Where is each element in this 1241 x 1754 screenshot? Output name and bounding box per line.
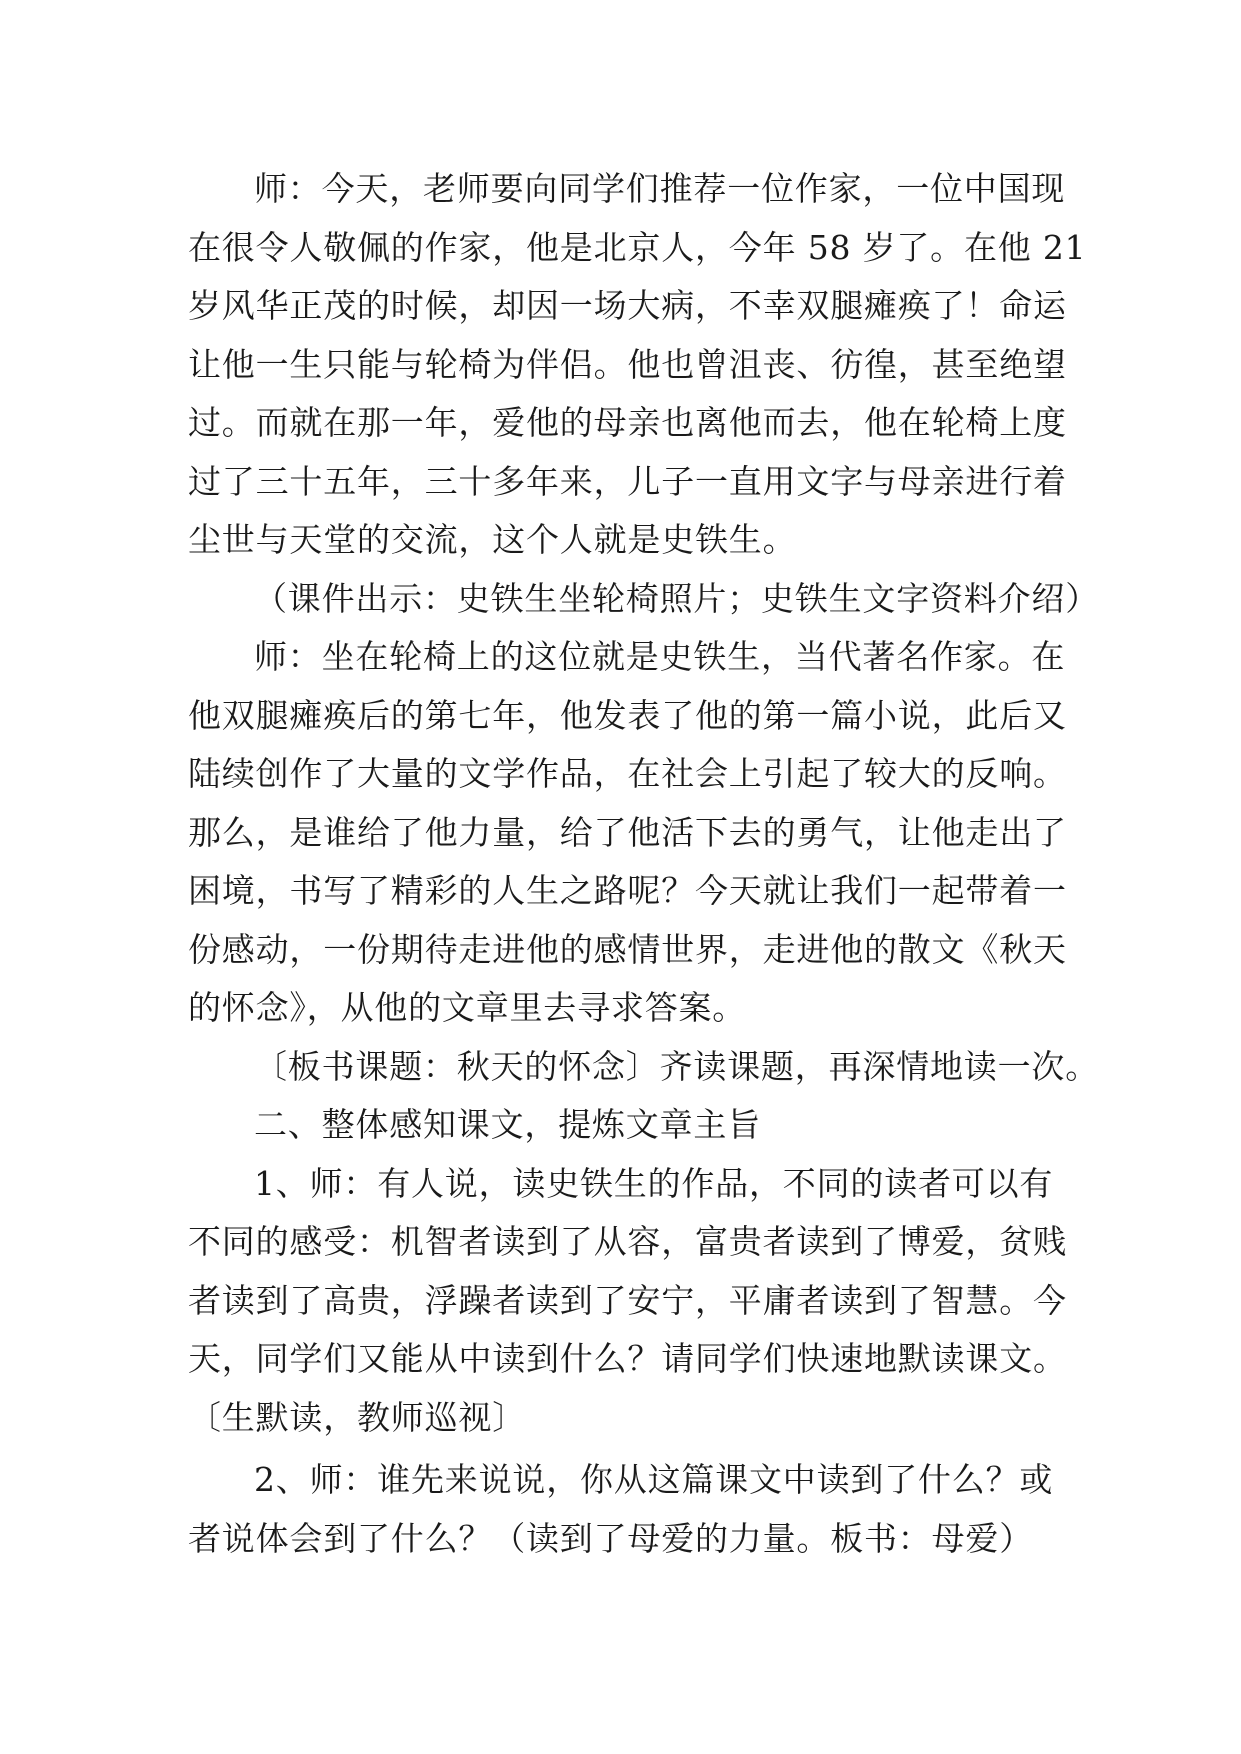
paragraph-1-line-1: 师：今天，老师要向同学们推荐一位作家，一位中国现 — [254, 169, 1066, 208]
section-heading: 二、整体感知课文，提炼文章主旨 — [254, 1105, 761, 1144]
paragraph-3-line-4: 那么，是谁给了他力量，给了他活下去的勇气，让他走出了 — [188, 812, 1067, 852]
paragraph-1-line-4: 让他一生只能与轮椅为伴侣。他也曾沮丧、彷徨，甚至绝望 — [188, 344, 1067, 384]
paragraph-3-line-1: 师：坐在轮椅上的这位就是史铁生，当代著名作家。在 — [254, 637, 1066, 676]
paragraph-1-line-5: 过。而就在那一年，爱他的母亲也离他而去，他在轮椅上度 — [188, 403, 1067, 442]
paragraph-7-line-1: 2、师：谁先来说说，你从这篇课文中读到了什么？或 — [254, 1460, 1054, 1499]
paragraph-6-line-5: 〔生默读，教师巡视〕 — [188, 1397, 526, 1437]
paragraph-1-line-7: 尘世与天堂的交流，这个人就是史铁生。 — [188, 520, 797, 559]
paragraph-6-line-4: 天，同学们又能从中读到什么？请同学们快速地默读课文。 — [188, 1339, 1067, 1378]
paragraph-4-line-1: 〔板书课题：秋天的怀念〕齐读课题，再深情地读一次。 — [254, 1046, 1099, 1086]
paragraph-6-line-2: 不同的感受：机智者读到了从容，富贵者读到了博爱，贫贱 — [188, 1222, 1067, 1261]
paragraph-6-line-1: 1、师：有人说，读史铁生的作品，不同的读者可以有 — [254, 1163, 1054, 1203]
paragraph-3-line-5: 困境，书写了精彩的人生之路呢？今天就让我们一起带着一 — [188, 871, 1067, 910]
paragraph-3-line-3: 陆续创作了大量的文学作品，在社会上引起了较大的反响。 — [188, 754, 1067, 793]
paragraph-3-line-7: 的怀念》，从他的文章里去寻求答案。 — [188, 988, 747, 1027]
paragraph-2-line-1: （课件出示：史铁生坐轮椅照片；史铁生文字资料介绍） — [254, 578, 1099, 618]
paragraph-3-line-6: 份感动，一份期待走进他的感情世界，走进他的散文《秋天 — [188, 929, 1067, 969]
paragraph-1-line-2: 在很令人敬佩的作家，他是北京人，今年 58 岁了。在他 21 — [188, 227, 1087, 267]
paragraph-7-line-2: 者说体会到了什么？（读到了母爱的力量。板书：母爱） — [188, 1518, 1033, 1558]
paragraph-6-line-3: 者读到了高贵，浮躁者读到了安宁，平庸者读到了智慧。今 — [188, 1280, 1067, 1320]
paragraph-1-line-6: 过了三十五年，三十多年来，儿子一直用文字与母亲进行着 — [188, 461, 1067, 501]
paragraph-1-line-3: 岁风华正茂的时候，却因一场大病，不幸双腿瘫痪了！命运 — [188, 286, 1067, 325]
document-body — [188, 160, 1099, 1568]
paragraph-3-line-2: 他双腿瘫痪后的第七年，他发表了他的第一篇小说，此后又 — [188, 695, 1067, 735]
